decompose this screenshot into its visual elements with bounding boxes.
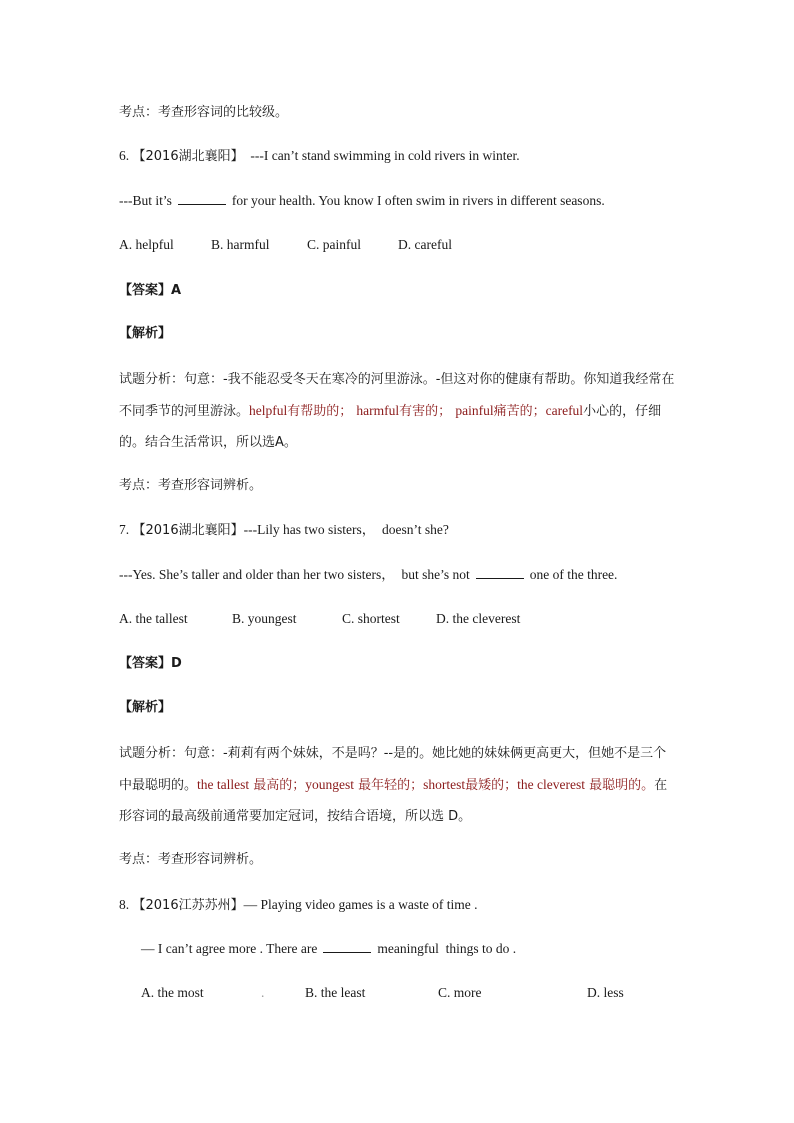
question-7-option-d: D. the cleverest xyxy=(436,611,521,626)
question-7-line1 xyxy=(119,520,449,541)
explanation-word: shortest xyxy=(423,777,466,792)
explanation-text: 最年轻的； xyxy=(354,778,424,793)
question-8-source: 【2016江苏苏州】 xyxy=(132,898,244,913)
question-8-option-c: C. more xyxy=(438,985,482,1000)
kaodian-comparative: 考点：考查形容词的比较级。 xyxy=(119,105,289,120)
answer-value: A xyxy=(171,283,182,298)
explanation-text: 有害的； xyxy=(399,404,452,419)
question-7-explanation xyxy=(119,738,679,832)
explanation-word: helpful xyxy=(249,403,288,418)
explanation-text: 小心的，仔细的。结合生活常识，所以选A。 xyxy=(119,404,662,450)
explanation-text: 有帮助的； xyxy=(287,404,353,419)
question-8-number: 8. xyxy=(119,897,130,912)
question-6-explanation xyxy=(119,364,679,458)
question-6-dialog-2b: for your health. You know I often swim in rivers in different seasons. xyxy=(231,193,605,208)
explanation-text: 试题分析：句意：-莉莉有两个妹妹，不是吗？--是的。她比她的妹妹俩更高更大，但她不是三个中最聪明的。 xyxy=(119,746,667,793)
explanation-text: 最高的； xyxy=(249,778,306,793)
question-6-blank xyxy=(178,192,226,205)
question-7-number: 7. xyxy=(119,522,130,537)
answer-label: 【答案】 xyxy=(119,656,172,671)
question-8-option-b: B. the least xyxy=(305,985,366,1000)
explanation-word: harmful xyxy=(356,403,400,418)
explanation-text: 最矮的； xyxy=(465,778,518,793)
explanation-text: 试题分析：句意：-我不能忍受冬天在寒冷的河里游泳。-但这对你的健康有帮助。你知道我经常在不同季节的河里游泳。 xyxy=(119,372,675,419)
question-8-line2 xyxy=(141,939,516,959)
explanation-word: youngest xyxy=(305,777,355,792)
question-6-option-a: A. helpful xyxy=(119,237,174,252)
question-7-line2 xyxy=(119,565,617,585)
answer-label: 【答案】 xyxy=(119,283,172,298)
question-7-option-c: C. shortest xyxy=(342,611,400,626)
question-7-kaodian: 考点：考查形容词辨析。 xyxy=(119,852,263,867)
question-7-dialog-1: ---Lily has two sisters， doesn’t she? xyxy=(243,522,449,537)
question-6-dialog-1: ---I can’t stand swimming in cold rivers in winter. xyxy=(250,148,520,163)
question-8-dot: . xyxy=(261,985,265,1000)
question-6-number: 6. xyxy=(119,148,130,163)
question-7-blank xyxy=(476,566,524,579)
question-6-line1 xyxy=(119,146,520,167)
question-8-dialog-2a: — I can’t agree more . There are xyxy=(141,941,318,956)
question-8-blank xyxy=(323,940,371,953)
question-7-answer xyxy=(119,654,182,674)
question-8-line1 xyxy=(119,895,478,916)
explanation-word: the cleverest xyxy=(517,777,586,792)
question-8-dialog-1: — Playing video games is a waste of time . xyxy=(243,897,478,912)
question-8-option-d: D. less xyxy=(587,985,624,1000)
question-6-answer xyxy=(119,281,181,301)
question-7-dialog-2b: one of the three. xyxy=(529,567,618,582)
explanation-text: 痛苦的； xyxy=(493,404,546,419)
question-7-source: 【2016湖北襄阳】 xyxy=(132,523,244,538)
question-6-kaodian: 考点：考查形容词辨析。 xyxy=(119,478,263,493)
question-7-dialog-2a: ---Yes. She’s taller and older than her two sisters， but she’s not xyxy=(119,567,470,582)
question-6-source: 【2016湖北襄阳】 xyxy=(132,149,244,164)
question-8-dialog-2b: meaningful things to do . xyxy=(377,941,517,956)
question-6-line2 xyxy=(119,191,605,211)
question-6-option-c: C. painful xyxy=(307,237,361,252)
question-7-analysis-label: 【解析】 xyxy=(119,700,172,715)
question-6-dialog-2a: ---But it’s xyxy=(119,193,172,208)
question-6-option-b: B. harmful xyxy=(211,237,270,252)
answer-value: D xyxy=(171,656,182,671)
question-8-option-a: A. the most xyxy=(141,985,204,1000)
question-7-option-b: B. youngest xyxy=(232,611,297,626)
explanation-word: careful xyxy=(545,403,584,418)
explanation-text: 在形容词的最高级前通常要加定冠词，按结合语境，所以选 D。 xyxy=(119,778,668,824)
question-6-option-d: D. careful xyxy=(398,237,452,252)
question-6-analysis-label: 【解析】 xyxy=(119,326,172,341)
explanation-word: the tallest xyxy=(197,777,250,792)
explanation-word: painful xyxy=(455,403,494,418)
question-7-option-a: A. the tallest xyxy=(119,611,188,626)
explanation-text: 最聪明的。 xyxy=(585,778,655,793)
